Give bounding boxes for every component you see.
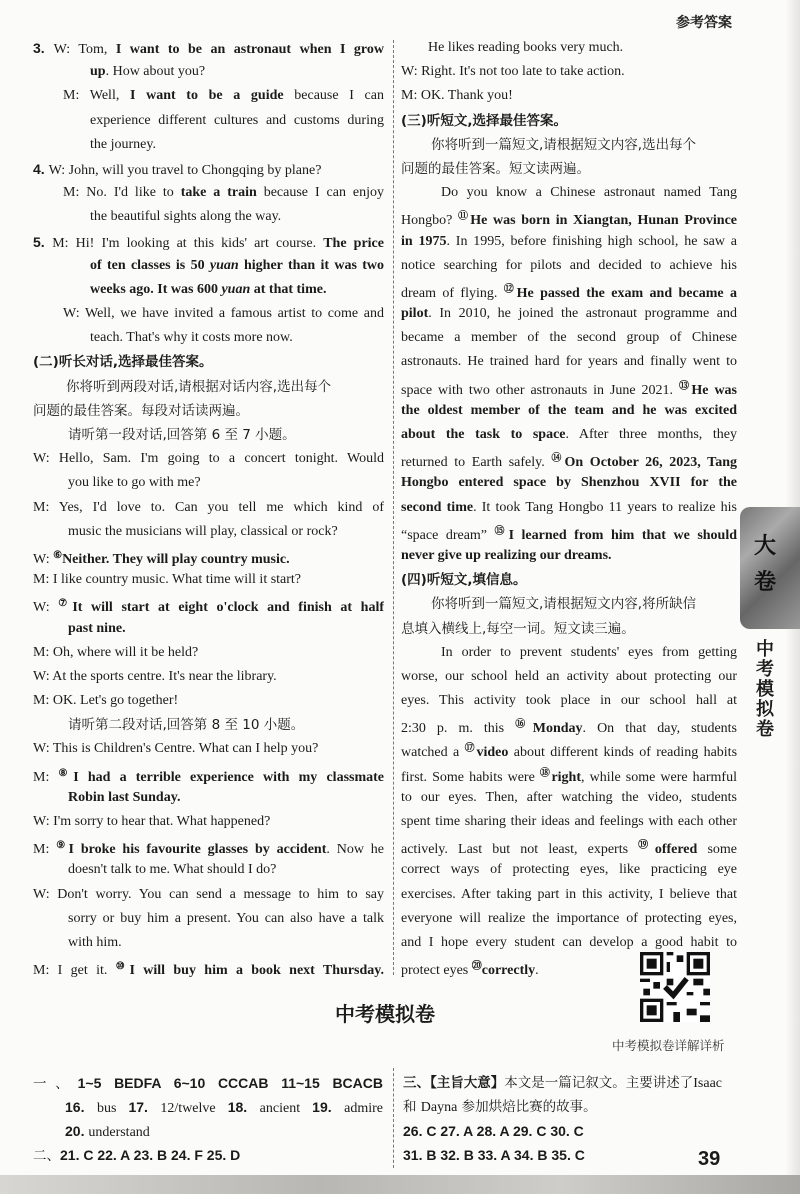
answer-text: weeks ago. It was 600 — [90, 281, 222, 297]
text-line — [401, 447, 737, 471]
text-segment: everyone will realize the importance of protecting eyes, — [401, 910, 737, 926]
answer-text: past nine. — [68, 620, 126, 636]
text-segment: to our eyes. Then, after watching the video, students — [401, 789, 737, 805]
text-line — [401, 326, 737, 350]
answer-text: Hongbo entered space by Shenzhou XVII for the — [401, 475, 737, 491]
text-line — [401, 883, 737, 907]
answer-text: (三)听短文,选择最佳答案。 — [401, 112, 567, 129]
text-segment: M: I get it. — [33, 963, 116, 979]
answer-marker: ⑲ — [638, 840, 655, 852]
text-segment: 你将听到两段对话,请根据对话内容,选出每个 — [66, 378, 332, 395]
text-segment: eyes. This activity took place in our school hall at — [401, 693, 737, 709]
text-line — [33, 1071, 383, 1095]
text-line — [33, 278, 384, 302]
text-segment: W: At the sports centre. It's near the library. — [33, 668, 277, 684]
text-line — [401, 689, 737, 713]
text-line — [33, 109, 384, 133]
answer-text: pilot — [401, 306, 429, 322]
text-line — [403, 1143, 733, 1167]
text-segment: 二、 — [33, 1148, 60, 1164]
text-segment: M: Hi! I'm looking at this kids' art course. — [52, 235, 324, 251]
text-segment: W: Well, we have invited a famous artist to come and — [63, 306, 384, 322]
answer-marker: ⑦ — [58, 598, 73, 610]
text-segment: 一、 — [33, 1076, 78, 1092]
answer-text: second time — [401, 499, 474, 515]
text-line — [33, 544, 384, 568]
answer-text: Robin last Sunday. — [68, 789, 181, 805]
answer-marker: ⑪ — [458, 211, 471, 223]
text-line — [401, 641, 737, 665]
text-line — [33, 496, 384, 520]
text-segment: Do you know a Chinese astronaut named Tang — [441, 185, 737, 201]
text-line — [33, 60, 384, 84]
text-line — [401, 786, 737, 810]
answer-text: at that time. — [250, 281, 327, 297]
text-segment: Hongbo? — [401, 213, 459, 229]
text-line — [33, 858, 384, 882]
answer-text: 26. C 27. A 28. A 29. C 30. C — [403, 1123, 584, 1139]
text-line — [33, 955, 384, 979]
text-line — [33, 665, 384, 689]
answer-marker: ⑱ — [539, 767, 552, 779]
answer-text: about the task to space — [401, 427, 566, 442]
text-line — [401, 520, 737, 544]
answer-text: 5. — [33, 233, 53, 250]
text-segment: dream of flying. — [401, 285, 504, 301]
answer-marker: ⑨ — [56, 840, 69, 852]
text-segment: understand — [88, 1125, 150, 1140]
answer-text: 4. — [33, 160, 49, 177]
text-segment: and I hope every student can develop a good habit to — [401, 934, 737, 950]
answer-text: 21. C 22. A 23. B 24. F 25. D — [60, 1147, 241, 1163]
text-segment: 12/twelve — [160, 1101, 228, 1116]
text-segment: . It took Tang Hongbo 11 years to realize his — [473, 499, 737, 515]
text-line — [401, 157, 737, 181]
text-line — [401, 713, 737, 737]
answer-marker: ⑮ — [494, 525, 509, 537]
text-segment: because I can enjoy — [256, 185, 384, 201]
answer-text: Monday — [532, 721, 583, 737]
text-segment: astronauts. He trained hard for years and finally went to — [401, 354, 737, 370]
text-segment: M: Oh, where will it be held? — [33, 644, 199, 660]
answer-text: video — [476, 745, 509, 761]
text-line — [33, 157, 384, 181]
text-segment: M: I like country music. What time will it start? — [33, 572, 302, 588]
text-line — [33, 326, 384, 350]
text-line — [33, 641, 384, 665]
text-segment: 请听第二段对话,回答第 8 至 10 小题。 — [68, 717, 305, 734]
text-line — [401, 423, 737, 447]
text-segment: “space dream” — [401, 527, 495, 543]
text-line — [401, 302, 737, 326]
text-line — [33, 689, 384, 713]
text-segment: 问题的最佳答案。短文读两遍。 — [401, 160, 590, 177]
right-column-transcript — [401, 36, 737, 979]
answer-text: higher than it was two — [238, 257, 384, 273]
text-segment: 你将听到一篇短文,请根据短文内容,选出每个 — [431, 136, 697, 153]
side-tab-section-label — [753, 640, 777, 740]
left-column-transcript — [33, 36, 384, 979]
side-tab-char: 大 — [754, 534, 777, 559]
text-segment: teach. That's why it costs more now. — [90, 330, 293, 346]
text-segment: In order to prevent students' eyes from getting — [441, 644, 737, 660]
text-line — [33, 1119, 383, 1143]
text-segment: sorry or buy him a present. You can also have a talk — [68, 910, 384, 926]
answer-text: 1~5 BEDFA 6~10 CCCAB 11~15 BCACB — [77, 1075, 383, 1091]
answer-text: 16. — [65, 1099, 97, 1115]
text-line — [401, 36, 737, 60]
text-segment: doesn't talk to me. What should I do? — [68, 862, 277, 878]
text-segment: the journey. — [90, 136, 156, 152]
answer-marker: ⑰ — [464, 743, 477, 755]
answer-text: On October 26, 2023, Tang — [564, 455, 737, 471]
answer-marker: ⑫ — [503, 283, 517, 295]
text-segment: some — [697, 842, 737, 858]
text-line — [403, 1119, 733, 1143]
text-line — [33, 762, 384, 786]
text-segment: correct ways of protecting eyes, like practicing eye — [401, 862, 737, 878]
answer-marker: ⑭ — [551, 453, 565, 465]
text-line — [401, 350, 737, 374]
text-segment: . How about you? — [105, 64, 206, 80]
answer-marker: ⑳ — [471, 961, 482, 973]
text-segment: . In 2010, he joined the astronaut programme and — [428, 306, 737, 322]
answer-text: take a train — [180, 185, 257, 201]
answer-text: Neither. They will play country music. — [62, 551, 290, 567]
side-tab-da-juan — [740, 507, 800, 629]
text-segment: . In 1995, before finishing high school, he saw a — [446, 233, 737, 249]
text-line — [33, 447, 384, 471]
text-line — [401, 665, 737, 689]
text-segment: experience different cultures and customs during — [90, 112, 384, 128]
text-segment: protect eyes — [401, 963, 472, 979]
answer-text: The price — [323, 235, 384, 251]
text-line — [401, 254, 737, 278]
text-line — [401, 399, 737, 423]
answer-text: offered — [654, 842, 698, 858]
text-segment: M: — [33, 842, 57, 858]
answer-text: (四)听短文,填信息。 — [401, 572, 527, 589]
text-line — [401, 496, 737, 520]
text-segment: M: OK. Let's go together! — [33, 693, 179, 709]
text-line — [33, 84, 384, 108]
text-segment: 你将听到一篇短文,请根据短文内容,将所缺信 — [431, 596, 697, 613]
text-line — [33, 471, 384, 495]
answer-text: yuan — [209, 257, 239, 273]
text-line — [33, 568, 384, 592]
text-line — [401, 84, 737, 108]
text-line — [401, 181, 737, 205]
text-line — [33, 36, 384, 60]
text-line — [33, 205, 384, 229]
text-segment: M: Yes, I'd love to. Can you tell me which kind of — [33, 499, 384, 515]
text-segment: 和 — [403, 1099, 421, 1115]
side-label-char: 拟 — [756, 699, 774, 720]
text-segment: ancient — [259, 1101, 313, 1116]
answer-text: I want to be a guide — [129, 88, 284, 104]
text-line — [401, 109, 737, 133]
text-line — [401, 568, 737, 592]
answer-text: 31. B 32. B 33. A 34. B 35. C — [403, 1147, 585, 1163]
text-segment: 问题的最佳答案。每段对话读两遍。 — [33, 402, 249, 419]
text-line — [401, 834, 737, 858]
text-line — [33, 931, 384, 955]
text-segment: W: — [33, 551, 54, 567]
text-segment: . — [535, 963, 539, 979]
text-line — [401, 471, 737, 495]
text-segment: W: — [33, 600, 59, 616]
answers-part-three — [403, 1071, 733, 1167]
text-segment: admire — [344, 1101, 383, 1116]
text-line — [33, 713, 384, 737]
answer-text: correctly — [481, 963, 536, 979]
text-segment: notice searching for pilots and decided to achieve his — [401, 257, 737, 273]
text-segment: became a member of the second group of Chinese — [401, 330, 737, 346]
text-line — [33, 907, 384, 931]
answer-text: He was — [691, 382, 737, 398]
answer-marker: ⑧ — [58, 767, 74, 779]
text-segment: music the musicians will play, classical or rock? — [68, 523, 338, 539]
text-line — [401, 60, 737, 84]
text-line — [403, 1071, 733, 1095]
text-segment: , while some were harmful — [581, 769, 737, 785]
text-line — [33, 737, 384, 761]
side-label-char: 卷 — [756, 719, 774, 740]
text-line — [401, 858, 737, 882]
answer-text: 三、【主旨大意】 — [403, 1075, 505, 1091]
text-line — [401, 617, 737, 641]
column-divider — [393, 40, 394, 975]
text-segment: Isaac — [693, 1076, 723, 1091]
text-segment: about different kinds of reading habits — [508, 745, 737, 761]
side-label-char: 模 — [756, 679, 774, 700]
answer-text: of ten classes is 50 — [90, 257, 210, 273]
text-segment: W: Don't worry. You can send a message to him to say — [33, 886, 384, 902]
text-segment: W: Right. It's not too late to take action. — [401, 64, 625, 80]
text-segment: bus — [96, 1101, 129, 1116]
text-segment: W: I'm sorry to hear that. What happened? — [33, 814, 271, 829]
page-header: 参考答案 — [676, 15, 732, 31]
text-line — [33, 883, 384, 907]
text-line — [33, 181, 384, 205]
text-segment: 本文是一篇记叙文。主要讲述了 — [504, 1075, 694, 1091]
text-line — [401, 762, 737, 786]
text-segment: Dayna — [420, 1100, 458, 1115]
answer-marker: ⑥ — [53, 549, 63, 561]
answer-text: 18. — [227, 1099, 260, 1115]
answer-text: 19. — [312, 1099, 345, 1115]
scan-edge — [0, 1175, 800, 1194]
text-segment: M: — [33, 769, 59, 785]
text-line — [33, 375, 384, 399]
answer-text: (二)听长对话,选择最佳答案。 — [33, 354, 213, 371]
text-line — [401, 544, 737, 568]
text-line — [33, 520, 384, 544]
answer-text: 17. — [128, 1099, 161, 1115]
text-line — [33, 834, 384, 858]
text-segment: exercises. After taking part in this activity, I believe that — [401, 886, 737, 902]
text-line — [401, 278, 737, 302]
text-segment: He likes reading books very much. — [428, 40, 624, 55]
text-line — [33, 254, 384, 278]
text-segment: the beautiful sights along the way. — [90, 209, 282, 225]
text-segment: . Now he — [326, 842, 384, 858]
answer-text: I had a terrible experience with my classmate — [73, 769, 384, 785]
answer-marker: ⑯ — [515, 719, 533, 731]
text-line — [401, 375, 737, 399]
text-segment: watched a — [401, 745, 465, 761]
text-segment: M: Well, — [63, 88, 130, 104]
text-line — [33, 302, 384, 326]
side-label-char: 考 — [756, 659, 774, 680]
qr-code-icon — [640, 952, 710, 1022]
answer-text: up — [90, 64, 106, 80]
answer-text: I want to be an astronaut when I grow — [115, 42, 384, 57]
text-segment: . On that day, students — [582, 721, 737, 737]
text-segment: . After three months, they — [565, 427, 737, 442]
text-segment: W: This is Children's Centre. What can I help you? — [33, 741, 319, 757]
text-line — [33, 810, 384, 834]
answer-text: never give up realizing our dreams. — [401, 547, 612, 563]
text-line — [401, 907, 737, 931]
text-segment: first. Some habits were — [401, 769, 540, 785]
text-segment: spent time sharing their ideas and feelings with each other — [401, 814, 737, 829]
text-line — [33, 230, 384, 254]
text-line — [33, 1095, 383, 1119]
text-segment: with him. — [68, 934, 122, 950]
text-line — [401, 205, 737, 229]
section-title: 中考模拟卷 — [335, 1002, 435, 1026]
text-line — [33, 350, 384, 374]
text-line — [401, 810, 737, 834]
text-segment: M: OK. Thank you! — [401, 88, 513, 104]
answer-text: 20. — [65, 1123, 89, 1139]
text-segment: you like to go with me? — [68, 475, 201, 491]
answer-marker: ⑩ — [115, 961, 130, 973]
text-segment: W: John, will you travel to Chongqing by plane? — [48, 162, 322, 178]
text-segment: 息填入横线上,每空一词。短文读三遍。 — [401, 620, 635, 637]
text-line — [33, 617, 384, 641]
text-line — [401, 133, 737, 157]
answer-text: 3. — [33, 40, 54, 56]
answer-text: I broke his favourite glasses by accident — [68, 842, 327, 858]
answers-divider — [393, 1068, 394, 1168]
answer-marker: ⑬ — [678, 380, 692, 392]
text-segment: space with two other astronauts in June 2021. — [401, 382, 679, 398]
text-segment: because I can — [283, 88, 384, 104]
answer-text: He was born in Xiangtan, Hunan Province — [470, 213, 737, 229]
answer-text: I will buy him a book next Thursday. — [129, 963, 384, 979]
text-line — [33, 423, 384, 447]
page-number: 39 — [698, 1148, 721, 1170]
text-segment: returned to Earth safely. — [401, 455, 552, 471]
text-line — [401, 230, 737, 254]
text-line — [33, 786, 384, 810]
answer-text: yuan — [221, 281, 251, 297]
answer-text: right — [551, 769, 582, 785]
text-line — [33, 133, 384, 157]
qr-caption: 中考模拟卷详解详析 — [612, 1038, 725, 1053]
side-tab-char: 卷 — [754, 570, 777, 595]
text-segment: M: No. I'd like to — [63, 185, 181, 201]
text-line — [403, 1095, 733, 1119]
answers-part-one-two — [33, 1071, 383, 1167]
text-segment: worse, our school held an activity about protecting our — [401, 668, 737, 684]
text-segment: W: Tom, — [53, 42, 116, 57]
answer-text: He passed the exam and became a — [516, 285, 737, 301]
text-segment: 请听第一段对话,回答第 6 至 7 小题。 — [68, 427, 296, 443]
answer-text: in 1975 — [401, 233, 447, 249]
answer-text: the oldest member of the team and he was excited — [401, 402, 737, 418]
side-label-char: 中 — [756, 639, 774, 660]
answer-text: It will start at eight o'clock and finish at half — [72, 600, 384, 616]
text-line — [401, 592, 737, 616]
text-segment: 2:30 p. m. this — [401, 721, 516, 737]
text-line — [401, 737, 737, 761]
text-segment: actively. Last but not least, experts — [401, 842, 639, 858]
text-segment: 参加烘焙比赛的故事。 — [457, 1099, 597, 1115]
text-segment: W: Hello, Sam. I'm going to a concert tonight. Would — [33, 451, 384, 467]
answer-text: I learned from him that we should — [508, 527, 737, 543]
text-line — [33, 1143, 383, 1167]
text-line — [33, 399, 384, 423]
text-line — [33, 592, 384, 616]
